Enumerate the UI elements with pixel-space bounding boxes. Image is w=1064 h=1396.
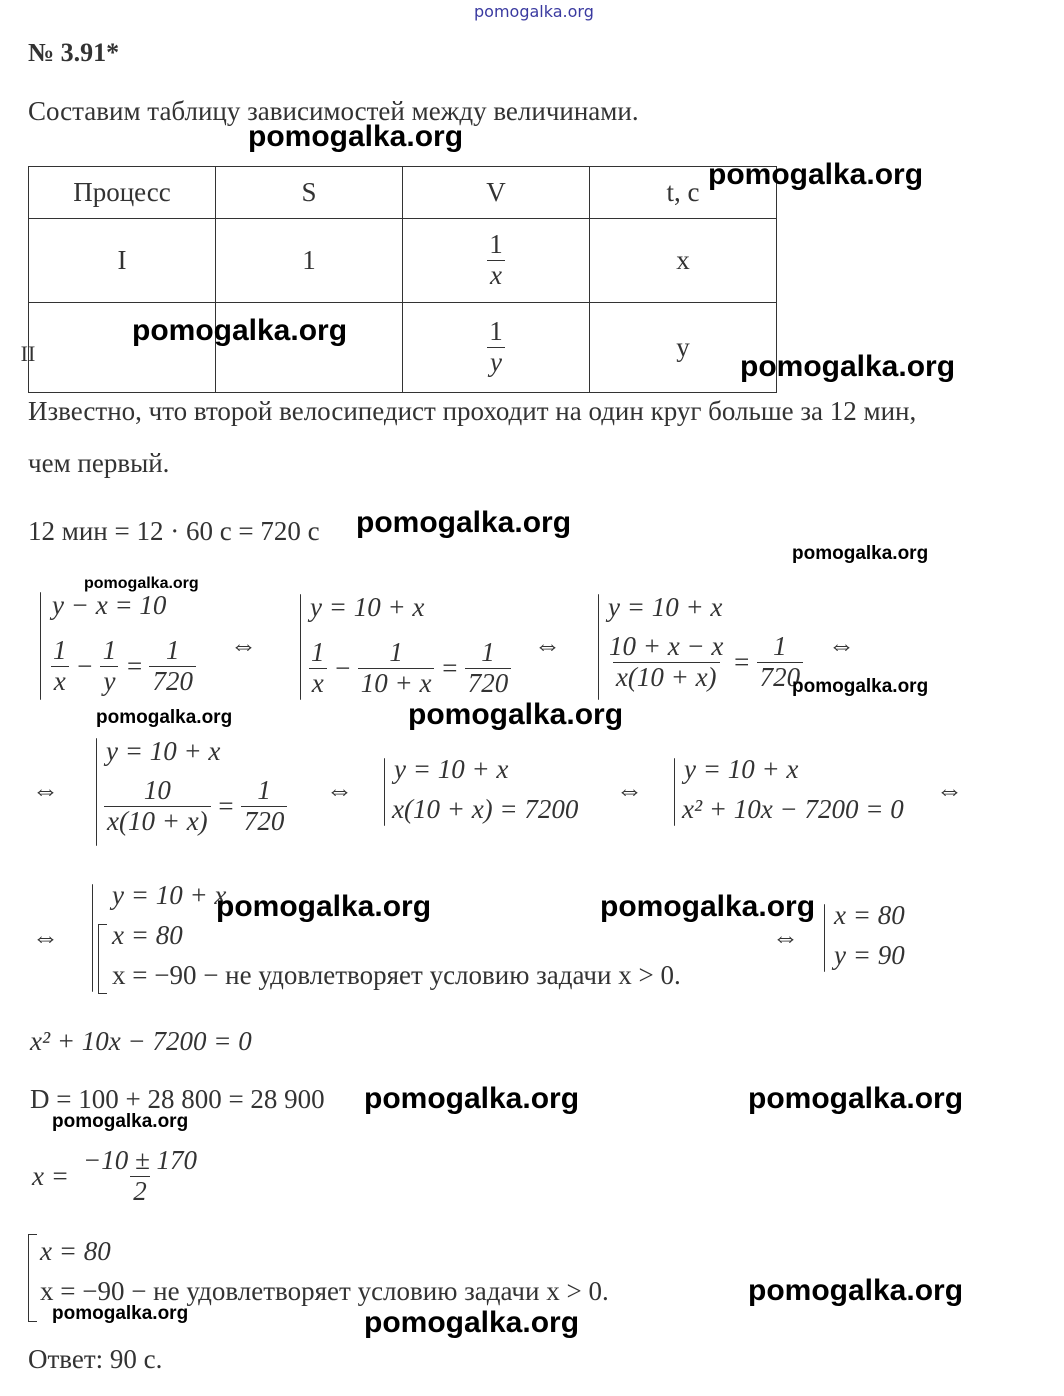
frac-num: 10 [143, 775, 171, 805]
equiv-3: ⇔ [828, 630, 855, 660]
equals-sign: = [732, 646, 751, 677]
known-text-line2: чем первый. [28, 448, 170, 478]
frac-den: 720 [149, 666, 196, 697]
system4-eq1: y = 10 + x [106, 736, 221, 766]
root-num: −10 ± 170 [82, 1145, 198, 1175]
frac-den: x(10 + x) [104, 806, 211, 837]
frac-num: 1 [257, 775, 271, 805]
frac-den: x [309, 668, 327, 699]
system7-eq2: x = 80 [112, 920, 183, 950]
equiv-6: ⇔ [616, 775, 643, 805]
equals-sign: = [216, 790, 235, 821]
watermark: pomogalka.org [356, 506, 572, 539]
dependency-table [20, 166, 777, 393]
watermark-top: pomogalka.org [474, 2, 594, 21]
watermark: pomogalka.org [600, 890, 816, 923]
row1-v-num: 1 [489, 229, 503, 260]
equiv-9: ⇔ [772, 922, 799, 952]
watermark: pomogalka.org [408, 698, 624, 731]
system3-brace [598, 594, 599, 700]
discriminant: D = 100 + 28 800 = 28 900 [30, 1084, 325, 1114]
intro-text: Составим таблицу зависимостей между величинами. [28, 96, 639, 126]
system6-eq2: x² + 10x − 7200 = 0 [682, 794, 904, 824]
system1-eq1: y − x = 10 [52, 590, 167, 620]
watermark: pomogalka.org [96, 707, 233, 728]
minus-sign: − [333, 652, 352, 683]
row1-process: I [29, 219, 216, 303]
row2-v-num: 1 [489, 316, 503, 347]
final-root1: x = 80 [40, 1236, 111, 1266]
frac-den: 720 [241, 806, 288, 837]
row1-t: x [590, 219, 777, 303]
watermark: pomogalka.org [364, 1082, 580, 1115]
system2-brace [300, 594, 301, 700]
header-t: t, c [590, 167, 777, 219]
watermark: pomogalka.org [740, 350, 956, 383]
frac-num: 1 [102, 635, 117, 665]
row2-t: y [590, 303, 777, 393]
equiv-8: ⇔ [32, 922, 59, 952]
equals-sign: = [125, 650, 144, 681]
watermark: pomogalka.org [248, 120, 464, 153]
watermark: pomogalka.org [708, 158, 924, 191]
watermark: pomogalka.org [792, 543, 929, 564]
watermark: pomogalka.org [792, 676, 929, 697]
frac-num: 1 [481, 637, 495, 667]
header-v: V [403, 167, 590, 219]
frac-den: 720 [465, 668, 512, 699]
equiv-1: ⇔ [230, 630, 257, 660]
root-formula [32, 1146, 205, 1206]
final-root2: x = −90 − не удовлетворяет условию задачи x > 0. [40, 1276, 609, 1306]
minus-sign: − [75, 650, 94, 681]
system1-eq2 [50, 636, 196, 696]
system4-brace [96, 738, 97, 846]
frac-den: x(10 + x) [613, 662, 720, 693]
system8-eq2: y = 90 [834, 940, 905, 970]
row2-process-label: II [20, 340, 36, 366]
row1-v [403, 219, 590, 303]
header-s: S [216, 167, 403, 219]
root-lhs: x = [32, 1160, 69, 1191]
system5-brace [384, 758, 385, 826]
watermark: pomogalka.org [84, 575, 199, 592]
system7-eq3: x = −90 − не удовлетворяет условию задачи x > 0. [112, 960, 681, 990]
frac-num: 1 [53, 635, 67, 665]
system2-eq2 [308, 638, 511, 698]
frac-num: 10 + x − x [609, 631, 724, 661]
table-row [29, 219, 777, 303]
equiv-7: ⇔ [936, 775, 963, 805]
system5-eq2: x(10 + x) = 7200 [392, 794, 579, 824]
root-den: 2 [130, 1176, 150, 1207]
known-text-line1: Известно, что второй велосипедист проходит на один круг больше за 12 мин, [28, 396, 917, 426]
system3-eq1: y = 10 + x [608, 592, 723, 622]
watermark: pomogalka.org [748, 1082, 964, 1115]
system2-eq1: y = 10 + x [310, 592, 425, 622]
system7-eq1: y = 10 + x [112, 880, 227, 910]
frac-num: 1 [311, 637, 325, 667]
row1-v-den: x [487, 260, 505, 291]
system7-bracket [98, 924, 107, 994]
equals-sign: = [440, 652, 459, 683]
equiv-2: ⇔ [534, 630, 561, 660]
quadratic-equation: x² + 10x − 7200 = 0 [30, 1026, 252, 1056]
system1-brace [40, 592, 41, 700]
row2-v [403, 303, 590, 393]
frac-den: 720 [757, 662, 804, 693]
system4-eq2 [104, 776, 287, 836]
watermark: pomogalka.org [364, 1306, 580, 1339]
system3-eq2 [606, 632, 803, 692]
system7-brace [92, 884, 93, 992]
watermark: pomogalka.org [52, 1111, 189, 1132]
row2-v-den: y [487, 347, 505, 378]
watermark: pomogalka.org [52, 1303, 189, 1324]
frac-den: x [51, 666, 69, 697]
system6-brace [674, 758, 675, 826]
equiv-5: ⇔ [326, 775, 353, 805]
header-process: Процесс [29, 167, 216, 219]
problem-number: № 3.91* [28, 38, 120, 67]
system5-eq1: y = 10 + x [394, 754, 509, 784]
answer: Ответ: 90 с. [28, 1344, 163, 1374]
frac-num: 1 [773, 631, 787, 661]
watermark: pomogalka.org [132, 314, 348, 347]
frac-num: 1 [165, 635, 180, 665]
system8-eq1: x = 80 [834, 900, 905, 930]
system6-eq1: y = 10 + x [684, 754, 799, 784]
system8-brace [824, 904, 825, 972]
table-header-row [29, 167, 777, 219]
time-conversion: 12 мин = 12 · 60 с = 720 с [28, 516, 320, 546]
frac-den: y [100, 666, 118, 697]
watermark: pomogalka.org [748, 1274, 964, 1307]
row1-s: 1 [216, 219, 403, 303]
frac-num: 1 [389, 637, 403, 667]
final-bracket [28, 1234, 37, 1322]
equiv-4: ⇔ [32, 775, 59, 805]
frac-den: 10 + x [358, 668, 435, 699]
watermark: pomogalka.org [216, 890, 432, 923]
